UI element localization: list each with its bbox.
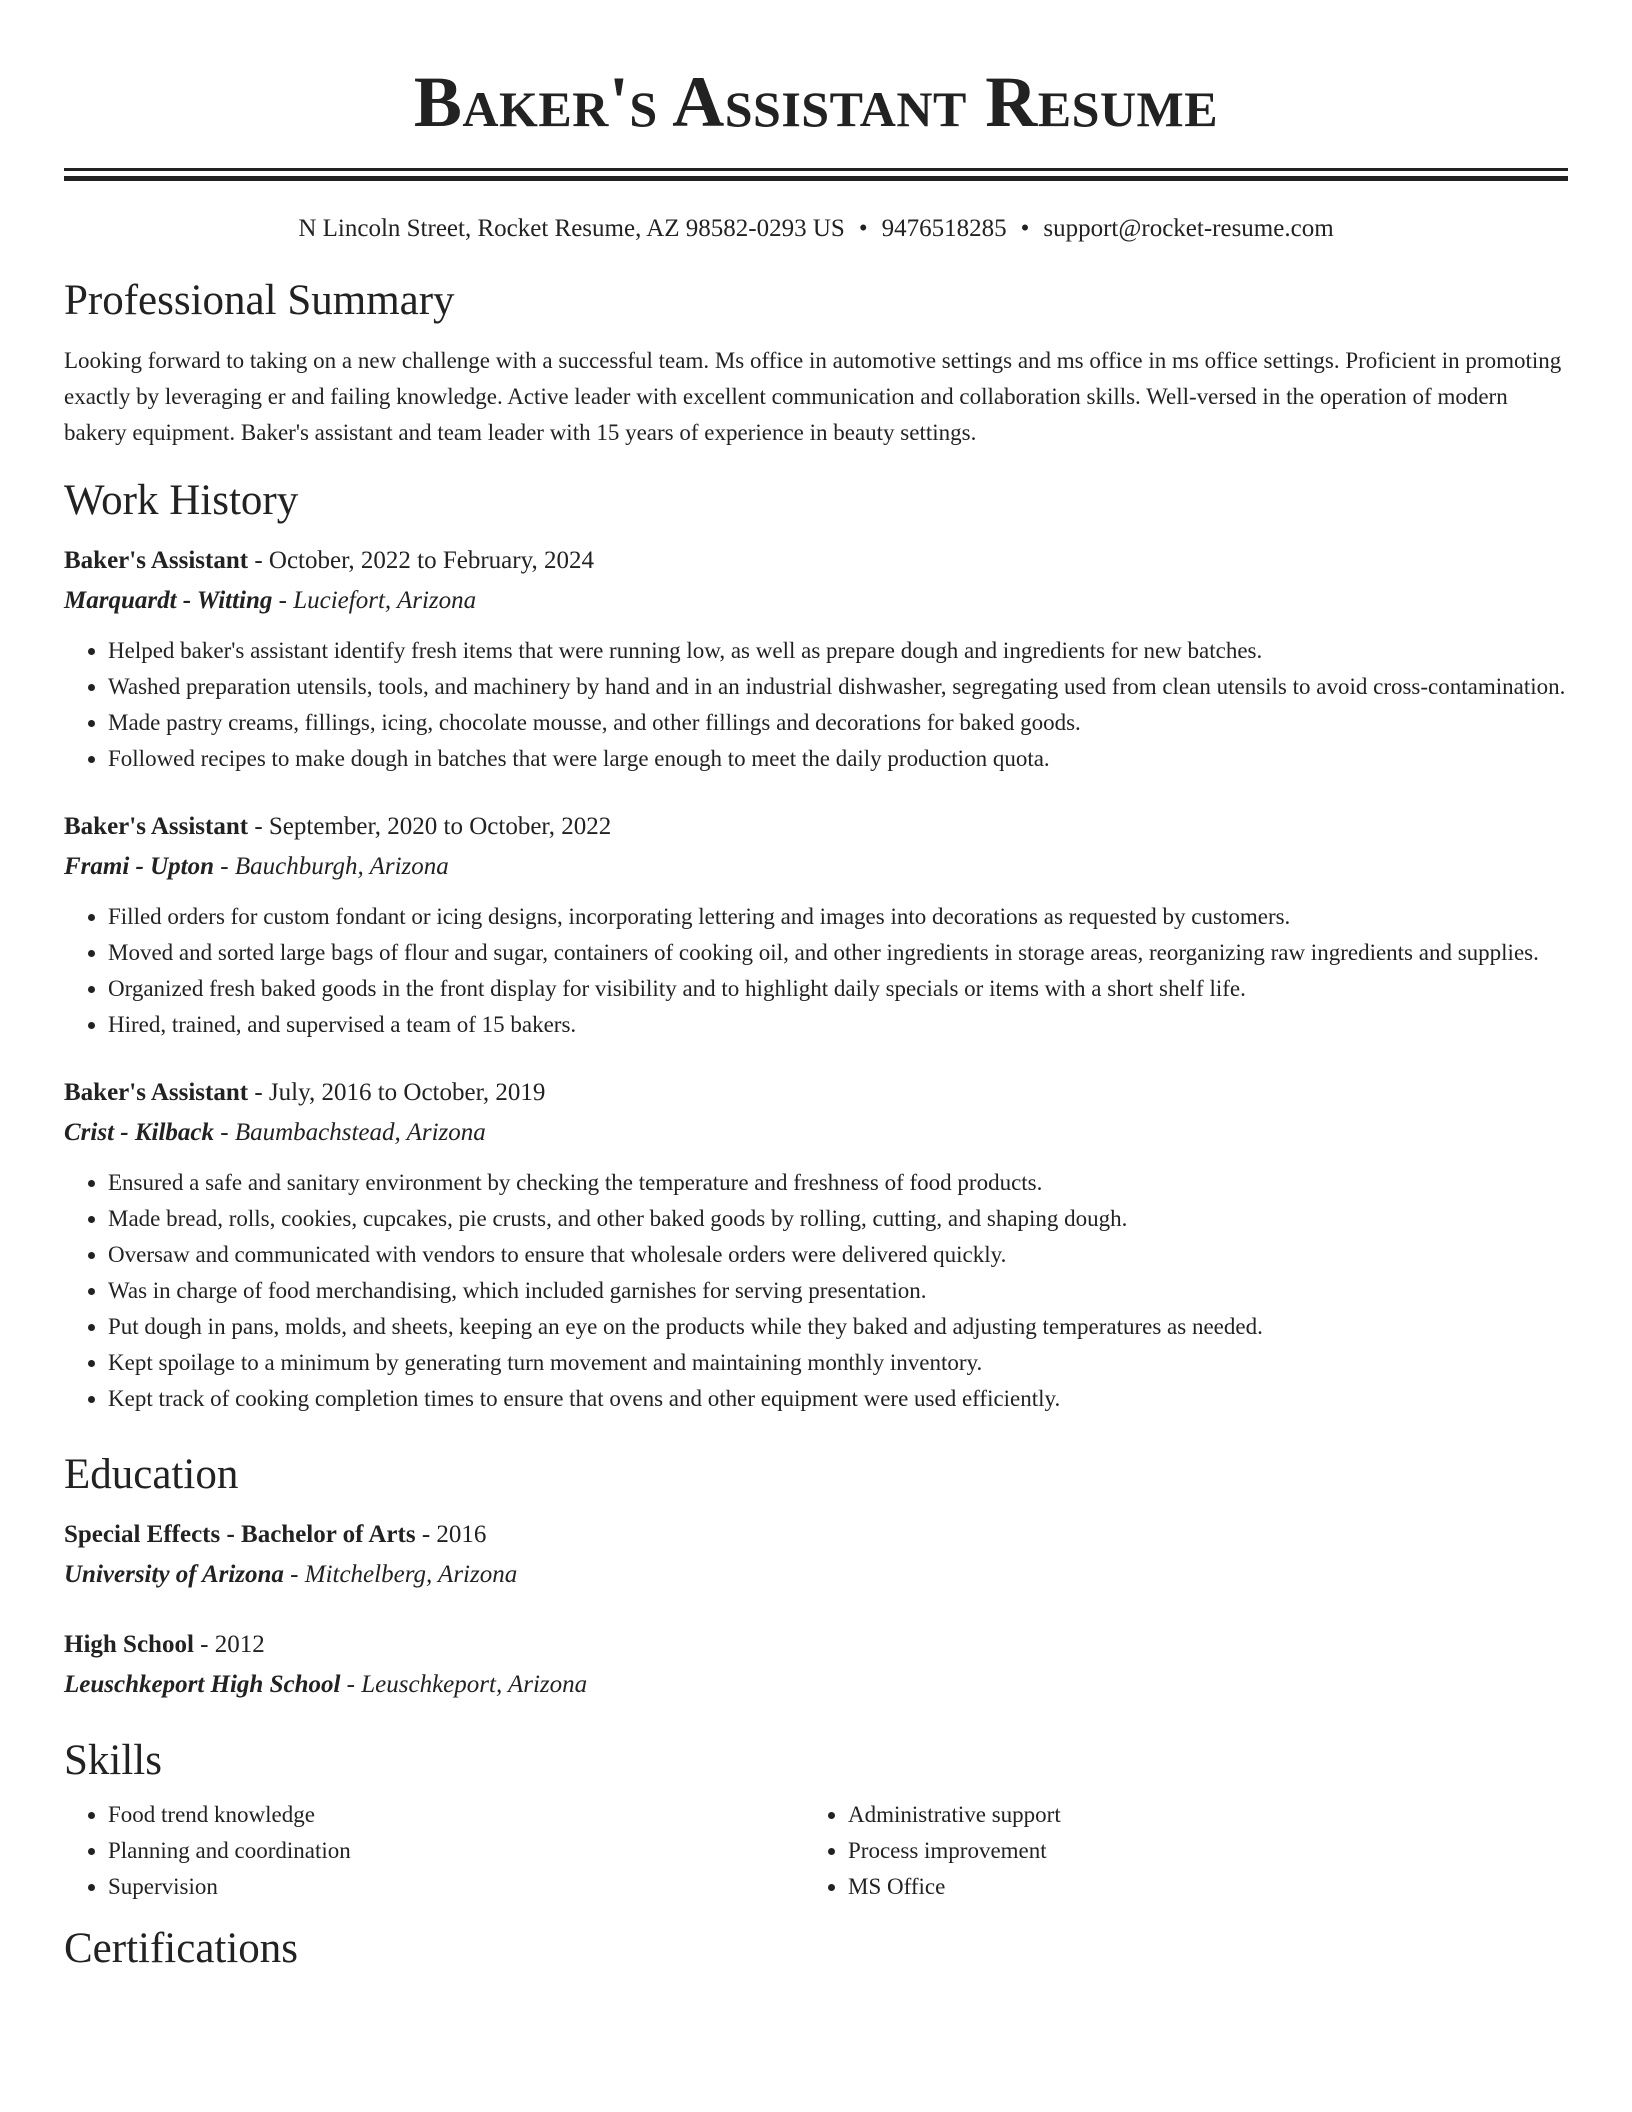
employer-location: - Baumbachstead, Arizona (214, 1119, 486, 1146)
duty-item: • Made bread, rolls, cookies, cupcakes, pie crusts, and other baked goods by rolling, cutting, and shaping dough. (108, 1201, 1568, 1237)
degree-name: Special Effects - Bachelor of Arts (64, 1521, 416, 1548)
job-title: Baker's Assistant (64, 1079, 249, 1106)
header-divider (64, 168, 1568, 181)
school-line (64, 1555, 1568, 1595)
contact-separator: • (1020, 215, 1030, 242)
job-title-line (64, 807, 1568, 847)
school-location: - Mitchelberg, Arizona (283, 1561, 518, 1588)
duty-item: • Kept spoilage to a minimum by generating turn movement and maintaining monthly inventory. (108, 1345, 1568, 1381)
education-entry (64, 1515, 1568, 1595)
duty-item: • Moved and sorted large bags of flour and sugar, containers of cooking oil, and other ingredients in storage areas, reorganizing raw ingredients and supplies. (108, 935, 1568, 971)
employer-location: - Luciefort, Arizona (272, 587, 477, 614)
duty-item: • Washed preparation utensils, tools, and machinery by hand and in an industrial dishwasher, segregating used from clean utensils to avoid cross-contamination. (108, 669, 1568, 705)
section-heading-certifications: Certifications (64, 1925, 299, 1972)
job-title-line (64, 1073, 1568, 1113)
duty-item: • Filled orders for custom fondant or icing designs, incorporating lettering and images into decorations as requested by customers. (108, 899, 1568, 935)
skills-list (64, 1797, 1568, 1905)
job-duties (64, 1165, 1568, 1417)
employer-name: Marquardt - Witting (64, 587, 273, 614)
contact-phone: 9476518285 (881, 215, 1007, 242)
duty-item: • Organized fresh baked goods in the front display for visibility and to highlight daily specials or items with a short shelf life. (108, 971, 1568, 1007)
education-entry (64, 1625, 1568, 1705)
employer-line (64, 847, 1568, 887)
skills-column-left (64, 1797, 804, 1905)
skill-item: • Food trend knowledge (108, 1797, 804, 1833)
degree-line (64, 1625, 1568, 1665)
duty-item: • Oversaw and communicated with vendors to ensure that wholesale orders were delivered quickly. (108, 1237, 1568, 1273)
resume-title: Baker's Assistant Resume (413, 62, 1219, 142)
school-name: Leuschkeport High School (64, 1671, 341, 1698)
school-line (64, 1665, 1568, 1705)
duty-item: • Followed recipes to make dough in batches that were large enough to meet the daily production quota. (108, 741, 1568, 777)
duty-item: • Was in charge of food merchandising, which included garnishes for serving presentation. (108, 1273, 1568, 1309)
employer-line (64, 581, 1568, 621)
job-dates: - July, 2016 to October, 2019 (248, 1079, 546, 1106)
duty-item: • Hired, trained, and supervised a team of 15 bakers. (108, 1007, 1568, 1043)
employer-name: Frami - Upton (64, 853, 215, 880)
skill-item: • Process improvement (848, 1833, 1544, 1869)
job-entry (64, 807, 1568, 1043)
section-heading-education: Education (64, 1451, 239, 1498)
contact-line (64, 213, 1568, 245)
duty-item: • Kept track of cooking completion times to ensure that ovens and other equipment were used efficiently. (108, 1381, 1568, 1417)
skill-item: • Planning and coordination (108, 1833, 804, 1869)
duty-item: • Ensured a safe and sanitary environment by checking the temperature and freshness of food products. (108, 1165, 1568, 1201)
section-heading-summary: Professional Summary (64, 277, 455, 324)
degree-name: High School (64, 1631, 194, 1658)
job-title: Baker's Assistant (64, 547, 249, 574)
summary-text: Looking forward to taking on a new challenge with a successful team. Ms office in automotive settings and ms office in ms office settings. Proficient in promoting exactly by leveraging er and failing knowledge. Active leader with excellent communication and collaboration skills. Well-versed in the operation of modern bakery equipment. Baker's assistant and team leader with 15 years of experience in beauty settings. (64, 348, 1562, 445)
skill-item: • Administrative support (848, 1797, 1544, 1833)
job-title: Baker's Assistant (64, 813, 249, 840)
job-title-line (64, 541, 1568, 581)
section-heading-skills: Skills (64, 1737, 162, 1784)
job-dates: - October, 2022 to February, 2024 (248, 547, 594, 574)
contact-separator: • (858, 215, 868, 242)
employer-line (64, 1113, 1568, 1153)
job-entry (64, 1073, 1568, 1417)
job-duties (64, 633, 1568, 777)
skill-item: • Supervision (108, 1869, 804, 1905)
degree-year: - 2012 (193, 1631, 265, 1658)
duty-item: • Helped baker's assistant identify fresh items that were running low, as well as prepare dough and ingredients for new batches. (108, 633, 1568, 669)
employer-name: Crist - Kilback (64, 1119, 215, 1146)
section-heading-work-history: Work History (64, 477, 299, 524)
contact-address: N Lincoln Street, Rocket Resume, AZ 98582-0293 US (298, 215, 845, 242)
duty-item: • Put dough in pans, molds, and sheets, keeping an eye on the products while they baked and adjusting temperatures as needed. (108, 1309, 1568, 1345)
skills-column-right (804, 1797, 1544, 1905)
school-name: University of Arizona (64, 1561, 284, 1588)
job-duties (64, 899, 1568, 1043)
skill-item: • MS Office (848, 1869, 1544, 1905)
resume-page (64, 0, 1568, 1975)
school-location: - Leuschkeport, Arizona (340, 1671, 588, 1698)
degree-year: - 2016 (415, 1521, 487, 1548)
employer-location: - Bauchburgh, Arizona (214, 853, 449, 880)
job-dates: - September, 2020 to October, 2022 (248, 813, 612, 840)
contact-email: support@rocket-resume.com (1043, 215, 1334, 242)
job-entry (64, 541, 1568, 777)
degree-line (64, 1515, 1568, 1555)
duty-item: • Made pastry creams, fillings, icing, chocolate mousse, and other fillings and decorations for baked goods. (108, 705, 1568, 741)
